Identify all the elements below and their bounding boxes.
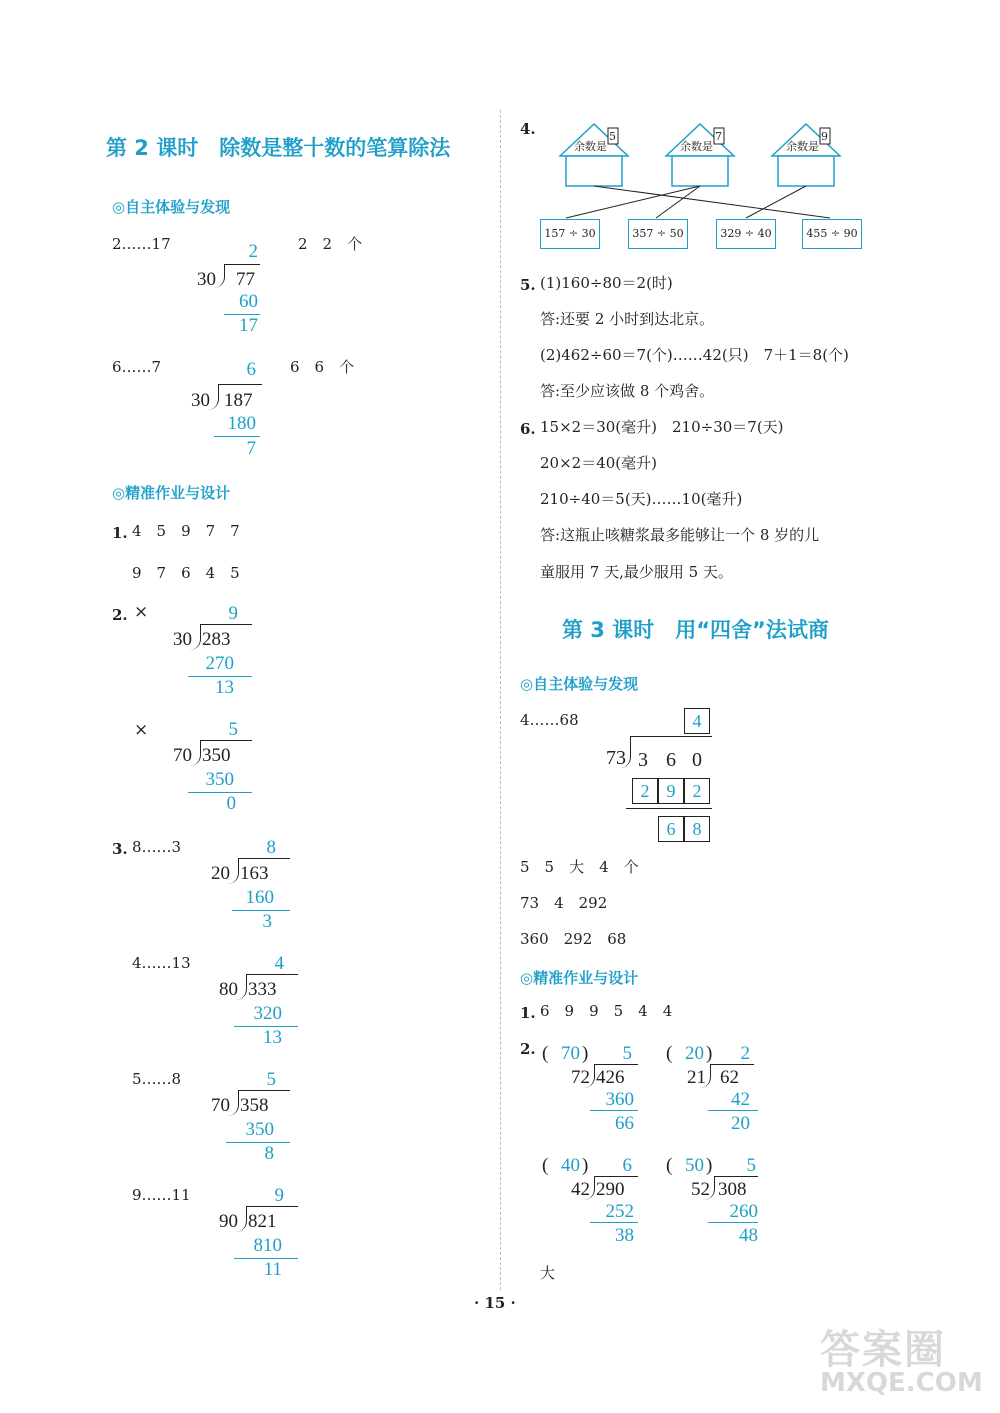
paren-open: ( — [666, 1043, 673, 1064]
subtract-bar — [232, 910, 290, 911]
wrong-mark: × — [134, 720, 149, 740]
quotient: 5 — [746, 1155, 756, 1176]
column-divider — [500, 110, 501, 1290]
dividend: 290 — [596, 1179, 625, 1200]
wrong-mark: × — [134, 602, 149, 622]
match-line — [594, 186, 830, 218]
long-division — [190, 240, 270, 340]
division-bar — [594, 1176, 638, 1177]
quotient: 2 — [740, 1043, 750, 1064]
house-label: 余数是 — [786, 140, 819, 153]
estimate: 40 — [561, 1155, 580, 1176]
q5-line3: (2)462÷60＝7(个)……42(只) 7＋1＝8(个) — [540, 346, 849, 364]
dividend-digit: 6 — [666, 749, 676, 771]
question-1-number: 1. — [112, 524, 128, 542]
q3b-answer: 4……13 — [132, 954, 191, 972]
practice-2-end: 大 — [540, 1264, 556, 1282]
subtract-bar — [590, 1110, 638, 1111]
divisor: 70 — [211, 1095, 230, 1116]
long-division — [168, 720, 258, 820]
example1-answer: 2……17 — [112, 235, 171, 253]
divisor: 80 — [219, 979, 238, 1000]
product-box: 2 — [632, 778, 658, 804]
remainder: 13 — [215, 677, 234, 698]
subtract-bar — [626, 808, 712, 809]
long-division — [214, 1186, 304, 1286]
q1-row2: 9 7 6 4 5 — [132, 564, 240, 582]
house-body — [778, 156, 834, 186]
estimate-long-division — [540, 1040, 650, 1140]
house-badge: 5 — [609, 130, 616, 143]
division-bar — [630, 736, 712, 737]
division-bracket — [584, 1064, 595, 1088]
estimate: 70 — [561, 1043, 580, 1064]
division-card: 455 ÷ 90 — [802, 219, 862, 249]
divisor: 30 — [197, 269, 216, 290]
product: 60 — [239, 291, 258, 312]
remainder: 3 — [262, 911, 272, 932]
product-box: 9 — [658, 778, 684, 804]
q1-row1: 4 5 9 7 7 — [132, 522, 240, 540]
remainder: 8 — [264, 1143, 274, 1164]
question-5-number: 5. — [520, 276, 536, 294]
lesson-2-title: 第 2 课时 除数是整十数的笔算除法 — [106, 136, 451, 160]
division-card: 329 ÷ 40 — [716, 219, 776, 249]
q5-line4: 答:至少应该做 8 个鸡舍。 — [540, 382, 715, 400]
remainder: 38 — [615, 1225, 634, 1246]
q6-line4: 答:这瓶止咳糖浆最多能够让一个 8 岁的儿 — [540, 526, 820, 544]
product: 270 — [205, 653, 234, 674]
subtract-bar — [708, 1110, 758, 1111]
divisor: 52 — [691, 1179, 710, 1200]
quotient: 4 — [274, 953, 284, 974]
divisor: 90 — [219, 1211, 238, 1232]
dividend-digit: 0 — [692, 749, 702, 771]
division-bracket — [704, 1176, 715, 1200]
dividend: 821 — [248, 1211, 277, 1232]
division-bar — [224, 264, 260, 265]
divisor: 30 — [191, 390, 210, 411]
q5-line1: (1)160÷80＝2(时) — [540, 274, 673, 292]
quotient: 2 — [248, 241, 258, 262]
question-2-number: 2. — [112, 606, 128, 624]
page-number: · 15 · — [474, 1294, 516, 1312]
product: 810 — [253, 1235, 282, 1256]
remainder: 0 — [226, 793, 236, 814]
house-body — [566, 156, 622, 186]
long-division — [168, 604, 258, 704]
division-bar — [246, 1206, 298, 1207]
house-label: 余数是 — [680, 140, 713, 153]
estimate: 50 — [685, 1155, 704, 1176]
watermark-site: MXQE.COM — [820, 1368, 983, 1398]
remainder-box: 8 — [684, 816, 710, 842]
long-division — [214, 954, 304, 1054]
product: 252 — [605, 1201, 634, 1222]
estimate-long-division — [540, 1152, 650, 1252]
fill-line-b: 73 4 292 — [520, 894, 608, 912]
estimate-long-division — [664, 1040, 774, 1140]
divisor: 72 — [571, 1067, 590, 1088]
fill-line-a: 5 5 大 4 个 — [520, 858, 639, 876]
remainder: 17 — [239, 315, 258, 336]
division-bracket — [228, 1090, 239, 1116]
example2-fill: 6 6 个 — [290, 358, 355, 376]
house-label: 余数是 — [574, 140, 607, 153]
product: 350 — [205, 769, 234, 790]
quotient: 5 — [228, 719, 238, 740]
long-division — [206, 1070, 296, 1170]
quotient: 9 — [228, 603, 238, 624]
quotient: 5 — [266, 1069, 276, 1090]
q5-line2: 答:还要 2 小时到达北京。 — [540, 310, 715, 328]
division-bar — [200, 740, 252, 741]
divisor: 42 — [571, 1179, 590, 1200]
product: 160 — [245, 887, 274, 908]
divisor: 21 — [687, 1067, 706, 1088]
division-bar — [594, 1064, 638, 1065]
quotient: 6 — [622, 1155, 632, 1176]
paren-close: ) — [582, 1043, 589, 1064]
dividend: 333 — [248, 979, 277, 1000]
subtract-bar — [214, 436, 260, 437]
division-bracket — [620, 736, 631, 768]
remainder: 48 — [739, 1225, 758, 1246]
division-bar — [238, 1090, 290, 1091]
division-bracket — [208, 384, 219, 410]
division-bracket — [236, 1206, 247, 1232]
product: 260 — [729, 1201, 758, 1222]
long-division — [186, 360, 276, 460]
division-bracket — [190, 740, 201, 766]
divisor: 20 — [211, 863, 230, 884]
remainder: 7 — [246, 438, 256, 459]
q3c-answer: 5……8 — [132, 1070, 182, 1088]
remainder-box: 6 — [658, 816, 684, 842]
paren-close: ) — [706, 1043, 713, 1064]
subtract-bar — [708, 1222, 758, 1223]
remainder: 20 — [731, 1113, 750, 1134]
watermark-logo: 答案圈 — [820, 1327, 946, 1373]
division-bracket — [190, 624, 201, 650]
remainder: 11 — [263, 1259, 282, 1280]
q6-line2: 20×2＝40(毫升) — [540, 454, 657, 472]
dividend: 62 — [720, 1067, 739, 1088]
dividend: 358 — [240, 1095, 269, 1116]
subtract-bar — [188, 792, 252, 793]
quotient-box: 4 — [684, 708, 710, 734]
question-6-number: 6. — [520, 420, 536, 438]
practice-1-values: 6 9 9 5 4 4 — [540, 1002, 673, 1020]
paren-open: ( — [666, 1155, 673, 1176]
division-bracket — [228, 858, 239, 884]
question-3-number: 3. — [112, 840, 128, 858]
paren-close: ) — [582, 1155, 589, 1176]
division-bar — [246, 974, 298, 975]
section-homework: ◎精准作业与设计 — [112, 484, 231, 502]
house-badge: 7 — [715, 130, 722, 143]
product: 180 — [227, 413, 256, 434]
long-division — [206, 838, 296, 938]
q6-line5: 童服用 7 天,最少服用 5 天。 — [540, 563, 733, 581]
paren-open: ( — [542, 1155, 549, 1176]
quotient: 8 — [266, 837, 276, 858]
division-bracket — [700, 1064, 711, 1088]
boxed-long-division — [596, 706, 726, 846]
divisor: 73 — [606, 747, 626, 769]
practice-1-number: 1. — [520, 1004, 536, 1022]
division-bar — [714, 1176, 758, 1177]
divisor: 30 — [173, 629, 192, 650]
q3a-answer: 8……3 — [132, 838, 182, 856]
section-homework: ◎精准作业与设计 — [520, 969, 639, 987]
section-experience: ◎自主体验与发现 — [112, 198, 231, 216]
house-badge: 9 — [821, 130, 828, 143]
dividend: 163 — [240, 863, 269, 884]
paren-open: ( — [542, 1043, 549, 1064]
division-bar — [200, 624, 252, 625]
q6-line1: 15×2＝30(毫升) 210÷30＝7(天) — [540, 418, 784, 436]
division-bracket — [584, 1176, 595, 1200]
division-bar — [218, 384, 262, 385]
house-body — [672, 156, 728, 186]
division-bracket — [214, 264, 225, 288]
dividend: 283 — [202, 629, 231, 650]
example1-fill: 2 2 个 — [298, 235, 363, 253]
q6-line3: 210÷40＝5(天)……10(毫升) — [540, 490, 743, 508]
estimate: 20 — [685, 1043, 704, 1064]
subtract-bar — [590, 1222, 638, 1223]
dividend: 77 — [236, 269, 255, 290]
subtract-bar — [226, 1142, 290, 1143]
practice-2-number: 2. — [520, 1040, 536, 1058]
estimate-long-division — [664, 1152, 774, 1252]
product: 42 — [731, 1089, 750, 1110]
division-bracket — [236, 974, 247, 1000]
product: 350 — [245, 1119, 274, 1140]
question-4-number: 4. — [520, 120, 536, 138]
product: 360 — [605, 1089, 634, 1110]
section-experience: ◎自主体验与发现 — [520, 675, 639, 693]
example2-answer: 6……7 — [112, 358, 162, 376]
division-card: 157 ÷ 30 — [540, 219, 600, 249]
dividend-digit: 3 — [638, 749, 648, 771]
remainder: 66 — [615, 1113, 634, 1134]
dividend: 350 — [202, 745, 231, 766]
lesson-3-title: 第 3 课时 用“四舍”法试商 — [562, 618, 829, 642]
divisor: 70 — [173, 745, 192, 766]
paren-close: ) — [706, 1155, 713, 1176]
dividend: 187 — [224, 390, 253, 411]
dividend: 426 — [596, 1067, 625, 1088]
product-box: 2 — [684, 778, 710, 804]
quotient: 6 — [246, 359, 256, 380]
dividend: 308 — [718, 1179, 747, 1200]
division-bar — [710, 1064, 754, 1065]
fill-line-c: 360 292 68 — [520, 930, 627, 948]
product: 320 — [253, 1003, 282, 1024]
q3d-answer: 9……11 — [132, 1186, 191, 1204]
remainder: 13 — [263, 1027, 282, 1048]
division-bar — [238, 858, 290, 859]
example-answer: 4……68 — [520, 711, 579, 729]
quotient: 9 — [274, 1185, 284, 1206]
division-card: 357 ÷ 50 — [628, 219, 688, 249]
quotient: 5 — [622, 1043, 632, 1064]
